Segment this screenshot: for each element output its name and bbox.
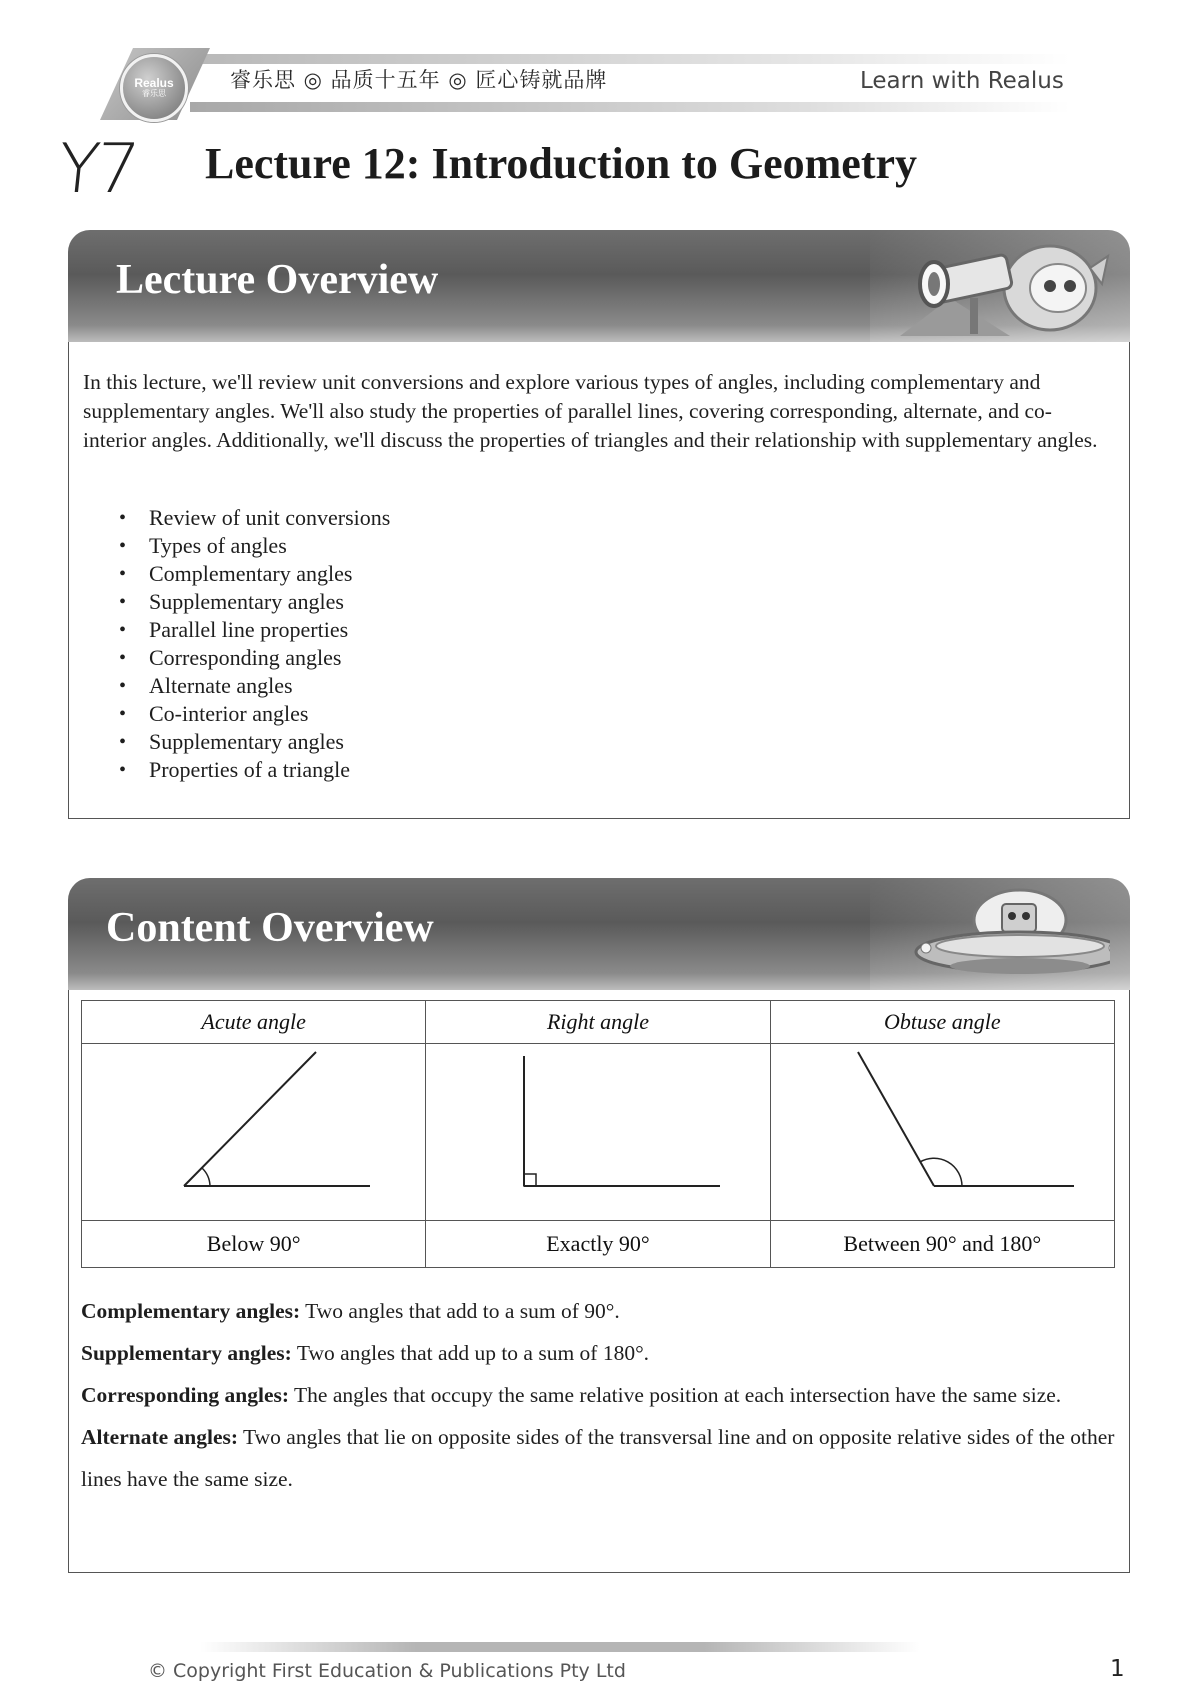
list-item: • Properties of a triangle xyxy=(119,756,390,784)
list-item: • Types of angles xyxy=(119,532,390,560)
lecture-overview-banner xyxy=(68,230,1130,342)
definition-text: Two angles that lie on opposite sides of the transversal line and on opposite relative sides of the other lines have the same size. xyxy=(81,1425,1115,1491)
realus-logo xyxy=(90,44,220,124)
definition-corresponding xyxy=(81,1374,1121,1416)
ufo-robot-icon xyxy=(890,886,1110,986)
logo-text: Realus xyxy=(134,76,174,90)
handwritten-mark: Y7 xyxy=(53,130,139,209)
logo-badge xyxy=(120,54,188,122)
obtuse-angle-description: Between 90° and 180° xyxy=(770,1221,1114,1268)
angle-types-table xyxy=(81,1000,1115,1268)
definition-term: Complementary angles: xyxy=(81,1299,301,1323)
obtuse-angle-diagram xyxy=(792,1044,1092,1220)
list-item: • Corresponding angles xyxy=(119,644,390,672)
header-bar-bottom xyxy=(190,102,1070,112)
page-number: 1 xyxy=(1110,1656,1125,1682)
definition-supplementary xyxy=(81,1332,1121,1374)
list-item: • Supplementary angles xyxy=(119,728,390,756)
definition-text: Two angles that add to a sum of 90°. xyxy=(300,1299,620,1323)
list-item: • Review of unit conversions xyxy=(119,504,390,532)
english-slogan: Learn with Realus xyxy=(860,68,1064,94)
definition-term: Alternate angles: xyxy=(81,1425,239,1449)
definition-term: Corresponding angles: xyxy=(81,1383,290,1407)
list-item: • Alternate angles xyxy=(119,672,390,700)
topic-list xyxy=(119,504,390,784)
table-header-obtuse: Obtuse angle xyxy=(770,1001,1114,1044)
footer-bar xyxy=(200,1642,920,1652)
logo-subtext: 睿乐思 xyxy=(142,89,166,98)
table-header-acute: Acute angle xyxy=(82,1001,426,1044)
obtuse-angle-figure xyxy=(770,1044,1114,1221)
content-overview-panel xyxy=(68,990,1130,1573)
page-header xyxy=(90,44,1090,124)
table-header-right: Right angle xyxy=(426,1001,770,1044)
page-title: Lecture 12: Introduction to Geometry xyxy=(205,139,918,188)
acute-angle-diagram xyxy=(104,1044,404,1220)
right-angle-description: Exactly 90° xyxy=(426,1221,770,1268)
chinese-slogan: 睿乐思 ◎ 品质十五年 ◎ 匠心铸就品牌 xyxy=(230,68,608,92)
definition-complementary xyxy=(81,1290,1121,1332)
list-item: • Supplementary angles xyxy=(119,588,390,616)
copyright-notice: © Copyright First Education & Publications Pty Ltd xyxy=(148,1660,626,1682)
list-item: • Complementary angles xyxy=(119,560,390,588)
telescope-robot-icon xyxy=(890,238,1110,338)
right-angle-diagram xyxy=(448,1044,748,1220)
right-angle-figure xyxy=(426,1044,770,1221)
definition-alternate xyxy=(81,1416,1121,1500)
definition-term: Supplementary angles: xyxy=(81,1341,292,1365)
lecture-intro-paragraph: In this lecture, we'll review unit conversions and explore various types of angles, including complementary and supplementary angles. We'll also study the properties of parallel lines, covering corresponding, alternate, and co-interior angles. Additionally, we'll discuss the properties of triangles and their relationship with supplementary angles. xyxy=(83,370,1098,452)
list-item: • Parallel line properties xyxy=(119,616,390,644)
list-item: • Co-interior angles xyxy=(119,700,390,728)
content-overview-banner xyxy=(68,878,1130,990)
definition-text: Two angles that add up to a sum of 180°. xyxy=(291,1341,650,1365)
acute-angle-figure xyxy=(82,1044,426,1221)
acute-angle-description: Below 90° xyxy=(82,1221,426,1268)
definition-text: The angles that occupy the same relative position at each intersection have the same size. xyxy=(289,1383,1062,1407)
content-overview-heading: Content Overview xyxy=(106,905,434,951)
header-bar-top xyxy=(190,54,1070,64)
lecture-overview-panel xyxy=(68,342,1130,819)
definitions-list xyxy=(81,1290,1121,1500)
lecture-overview-heading: Lecture Overview xyxy=(116,257,439,303)
